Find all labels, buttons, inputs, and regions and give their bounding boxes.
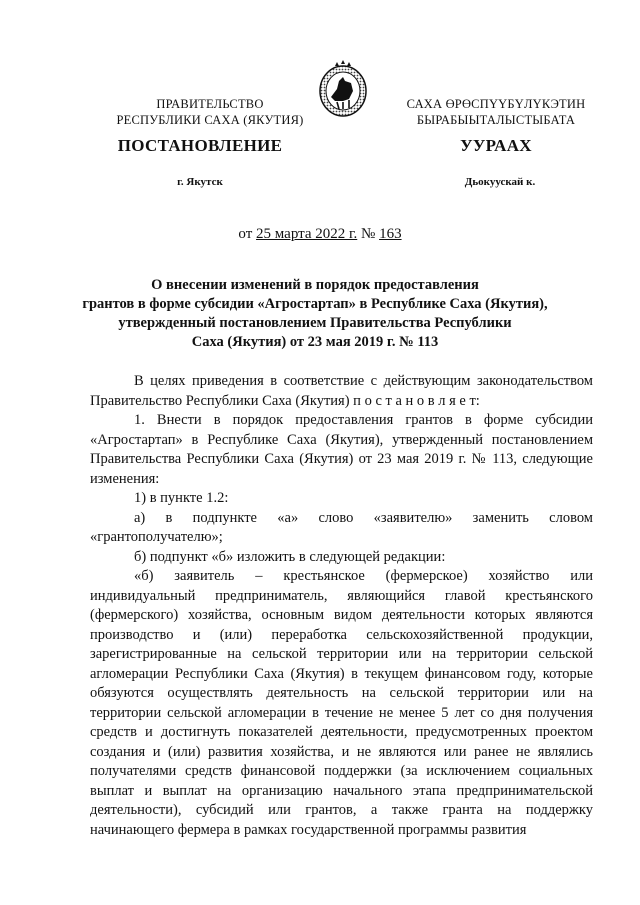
issuer-yakut-line1: САХА ӨРӨСПҮҮБҮЛҮКЭТИН <box>406 97 586 111</box>
heading-line: грантов в форме субсидии «Агростартап» в Республике Саха (Якутия), <box>82 296 548 312</box>
city-russian: г. Якутск <box>177 176 223 188</box>
paragraph-new-wording: «б) заявитель – крестьянское (фермерское) хозяйство или индивидуальный предприниматель, являющийся главой крестьянского (фермерского) хозяйства, основным видом деятельности которых являются производство и (или) переработка сельскохозяйственной продукции, зарегистрированные на сельской территории или на территории сельской агломерации Республики Саха (Якутия) в текущем финансовом году, которые обязуются осуществлять деятельность на сельской территории или на территории сельской агломерации в течение не менее 5 лет со дня получения средств и достигнуть показателей деятельности, предусмотренных проектом создания и (или) развития хозяйства, и не являются или ранее не являлись получателями средств финансовой поддержки (за исключением социальных выплат и выплат на организацию начального этапа предпринимательской деятельности), субсидий или грантов, а также гранта на поддержку начинающего фермера в рамках государственной программы развития <box>90 568 593 838</box>
heading-line: О внесении изменений в порядок предоставления <box>151 277 479 293</box>
city-yakut: Дьокуускай к. <box>464 176 536 188</box>
coat-of-arms-icon <box>317 59 369 119</box>
document-number: 163 <box>379 226 402 242</box>
issuer-russian-line1: ПРАВИТЕЛЬСТВО <box>156 97 264 111</box>
issuer-russian-line2: РЕСПУБЛИКИ САХА (ЯКУТИЯ) <box>116 113 304 127</box>
document-date-line <box>0 226 640 243</box>
paragraph-subitem-b: б) подпункт «б» изложить в следующей редакции: <box>134 548 446 565</box>
issuer-yakut-line2: БЫРАБЫЫТАЛЫСТЫБАТА <box>416 113 576 127</box>
paragraph-subitem-1: 1) в пункте 1.2: <box>134 490 229 506</box>
paragraph-item-1: 1. Внести в порядок предоставления грантов в форме субсидии «Агростартап» в Республике Саха (Якутия), утвержденный постановлением Правительства Республики Саха (Якутия) от 23 мая 2019 г. № 113, следующие изменения: <box>90 412 593 487</box>
paragraph-subitem-a: а) в подпункте «а» слово «заявителю» заменить словом «грантополучателю»; <box>90 509 593 545</box>
document-date: 25 марта 2022 г. <box>256 226 358 242</box>
date-prefix: от <box>238 226 253 242</box>
document-type-yakut: УУРААХ <box>460 136 532 155</box>
number-sign: № <box>361 226 376 242</box>
paragraph-preamble: В целях приведения в соответствие с действующим законодательством Правительство Республики Саха (Якутия) п о с т а н о в л я е т: <box>90 373 593 409</box>
heading-line: утвержденный постановлением Правительства Республики <box>118 315 512 331</box>
issuer-russian <box>100 96 320 128</box>
heading-line: Саха (Якутия) от 23 мая 2019 г. № 113 <box>191 334 439 350</box>
document-type-russian: ПОСТАНОВЛЕНИЕ <box>117 136 283 155</box>
document-heading <box>80 276 550 352</box>
document-body <box>90 372 593 840</box>
issuer-yakut <box>386 96 606 128</box>
